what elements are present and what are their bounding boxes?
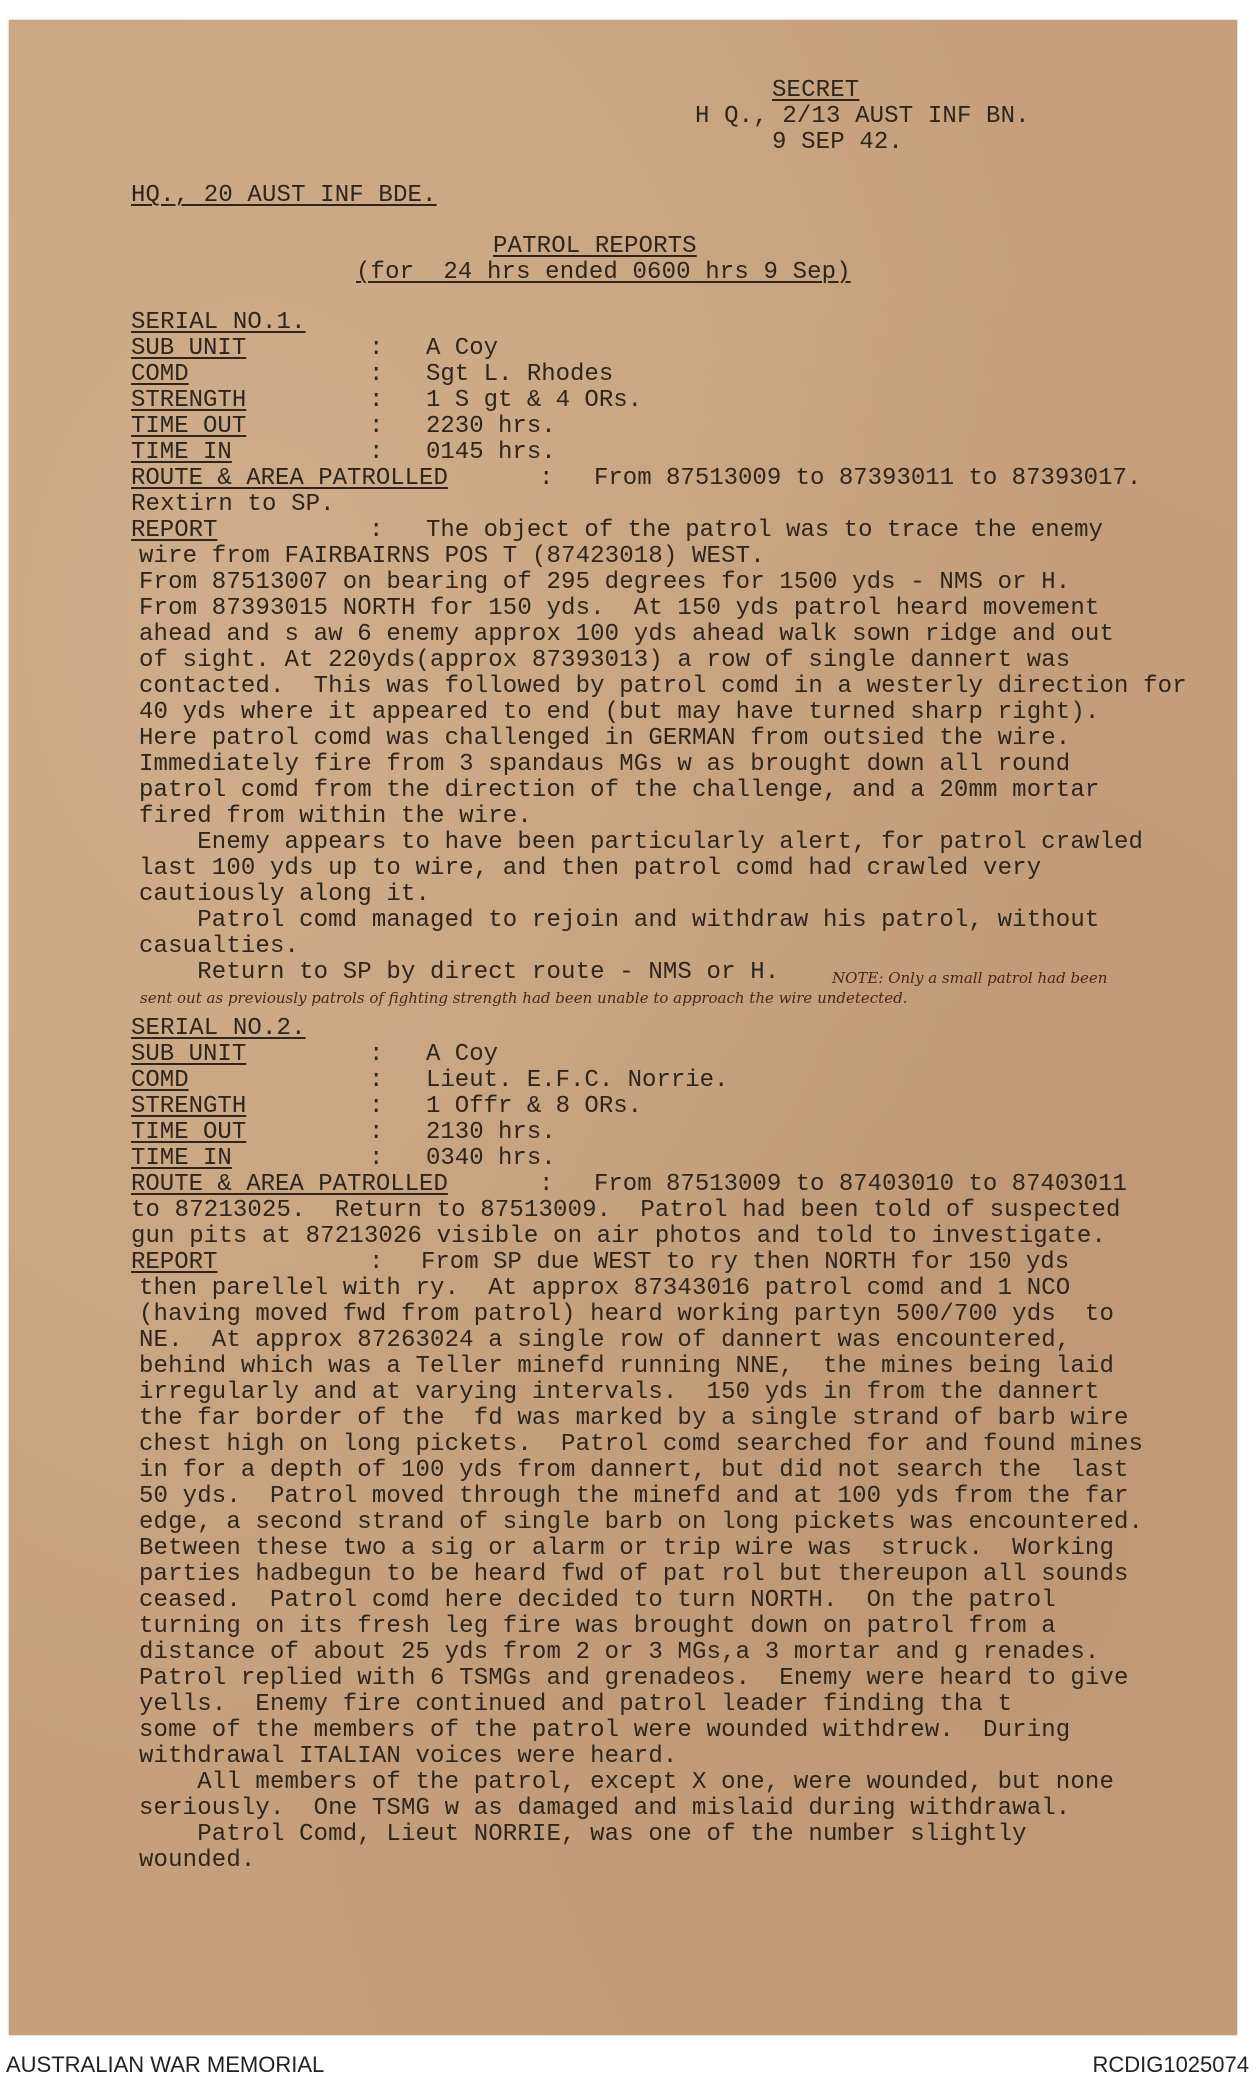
serial1-field-value: 2230 hrs. <box>426 413 556 440</box>
report-line: chest high on long pickets. Patrol comd searched for and found mines <box>139 1431 1144 1458</box>
report-line: casualties. <box>139 933 300 960</box>
serial1-field-label: SUB UNIT <box>131 335 247 362</box>
report-line: contacted. This was followed by patrol comd in a westerly direction for <box>139 673 1187 700</box>
report-line: the far border of the fd was marked by a single strand of barb wire <box>139 1405 1129 1432</box>
field-colon: : <box>369 413 384 440</box>
serial1-field-value: A Coy <box>426 335 499 362</box>
report-line: All members of the patrol, except X one, were wounded, but none <box>139 1769 1115 1796</box>
recipient-hq: HQ., 20 AUST INF BDE. <box>131 182 437 209</box>
document-subtitle: (for 24 hrs ended 0600 hrs 9 Sep) <box>356 259 851 286</box>
serial1-field-label: STRENGTH <box>131 387 247 414</box>
handwritten-note-part1: NOTE: Only a small patrol had been <box>832 969 1108 987</box>
serial2-report-body <box>139 1276 1219 1874</box>
report-line: last 100 yds up to wire, and then patrol comd had crawled very <box>139 855 1042 882</box>
serial2-route-value: From 87513009 to 87403010 to 87403011 <box>594 1171 1127 1198</box>
serial1-field-label: TIME IN <box>131 439 232 466</box>
field-colon: : <box>539 1171 554 1198</box>
report-line: NE. At approx 87263024 a single row of dannert was encountered, <box>139 1327 1071 1354</box>
field-colon: : <box>369 361 384 388</box>
archive-id: RCDIG1025074 <box>1092 2052 1249 2077</box>
report-line: behind which was a Teller minefd running NNE, the mines being laid <box>139 1353 1115 1380</box>
serial2-field-label: TIME IN <box>131 1145 232 1172</box>
report-line: wounded. <box>139 1847 256 1874</box>
archive-credit: AUSTRALIAN WAR MEMORIAL <box>6 2052 325 2077</box>
report-line: some of the members of the patrol were wounded withdrew. During <box>139 1717 1071 1744</box>
field-colon: : <box>369 1041 384 1068</box>
serial2-field-label: COMD <box>131 1067 189 1094</box>
document-title: PATROL REPORTS <box>493 233 697 260</box>
serial1-route-value: From 87513009 to 87393011 to 87393017. <box>594 465 1142 492</box>
field-colon: : <box>369 517 384 544</box>
report-line: From 87513007 on bearing of 295 degrees for 1500 yds - NMS or H. <box>139 569 1071 596</box>
report-line: irregularly and at varying intervals. 150 yds in from the dannert <box>139 1379 1100 1406</box>
serial1-field-value: Sgt L. Rhodes <box>426 361 614 388</box>
handwritten-note-part2: sent out as previously patrols of fighting strength had been unable to approach the wire undetected. <box>140 989 908 1007</box>
report-line: Enemy appears to have been particularly alert, for patrol crawled <box>139 829 1144 856</box>
report-line: Patrol Comd, Lieut NORRIE, was one of the number slightly <box>139 1821 1027 1848</box>
field-colon: : <box>369 335 384 362</box>
serial2-route-label: ROUTE & AREA PATROLLED <box>131 1171 448 1198</box>
field-colon: : <box>369 439 384 466</box>
serial1-report-label: REPORT <box>131 517 218 544</box>
report-line: cautiously along it. <box>139 881 431 908</box>
field-colon: : <box>539 465 554 492</box>
sender-hq: H Q., 2/13 AUST INF BN. <box>695 103 1030 130</box>
secret-marking: SECRET <box>772 77 860 104</box>
serial2-heading: SERIAL NO.2. <box>131 1015 306 1042</box>
report-line: From 87393015 NORTH for 150 yds. At 150 yds patrol heard movement <box>139 595 1100 622</box>
report-line: Patrol comd managed to rejoin and withdraw his patrol, without <box>139 907 1100 934</box>
serial1-field-value: 1 S gt & 4 ORs. <box>426 387 643 414</box>
serial2-field-label: SUB UNIT <box>131 1041 247 1068</box>
report-line: Immediately fire from 3 spandaus MGs w as brought down all round <box>139 751 1071 778</box>
report-line: withdrawal ITALIAN voices were heard. <box>139 1743 678 1770</box>
report-line: edge, a second strand of single barb on long pickets was encountered. <box>139 1509 1144 1536</box>
field-colon: : <box>369 1145 384 1172</box>
serial2-report-line: From SP due WEST to ry then NORTH for 150 yds <box>421 1249 1070 1276</box>
serial2-report-label: REPORT <box>131 1249 218 1276</box>
serial2-field-value: 1 Offr & 8 ORs. <box>426 1093 643 1120</box>
report-line: patrol comd from the direction of the challenge, and a 20mm mortar <box>139 777 1100 804</box>
report-line: ahead and s aw 6 enemy approx 100 yds ahead walk sown ridge and out <box>139 621 1115 648</box>
serial1-field-label: COMD <box>131 361 189 388</box>
report-line: wire from FAIRBAIRNS POS T (87423018) WEST. <box>139 543 765 570</box>
serial2-field-value: 2130 hrs. <box>426 1119 556 1146</box>
report-line: distance of about 25 yds from 2 or 3 MGs,a 3 mortar and g renades. <box>139 1639 1100 1666</box>
serial1-route-label: ROUTE & AREA PATROLLED <box>131 465 448 492</box>
serial2-field-value: 0340 hrs. <box>426 1145 556 1172</box>
report-line: turning on its fresh leg fire was brought down on patrol from a <box>139 1613 1056 1640</box>
report-line: then parellel with ry. At approx 87343016 patrol comd and 1 NCO <box>139 1275 1071 1302</box>
report-line: (having moved fwd from patrol) heard working partyn 500/700 yds to <box>139 1301 1115 1328</box>
report-line: 50 yds. Patrol moved through the minefd and at 100 yds from the far <box>139 1483 1129 1510</box>
serial2-field-value: A Coy <box>426 1041 499 1068</box>
serial2-field-label: STRENGTH <box>131 1093 247 1120</box>
report-line: ceased. Patrol comd here decided to turn NORTH. On the patrol <box>139 1587 1056 1614</box>
document-date: 9 SEP 42. <box>772 129 903 156</box>
serial1-report-line: The object of the patrol was to trace the enemy <box>426 517 1103 544</box>
report-line: Here patrol comd was challenged in GERMAN from outsied the wire. <box>139 725 1071 752</box>
report-line: in for a depth of 100 yds from dannert, but did not search the last <box>139 1457 1129 1484</box>
report-line: seriously. One TSMG w as damaged and mislaid during withdrawal. <box>139 1795 1071 1822</box>
serial1-heading: SERIAL NO.1. <box>131 309 306 336</box>
field-colon: : <box>369 1119 384 1146</box>
document-page <box>9 20 1237 2035</box>
serial1-field-label: TIME OUT <box>131 413 247 440</box>
report-line: Between these two a sig or alarm or trip wire was struck. Working <box>139 1535 1115 1562</box>
field-colon: : <box>369 387 384 414</box>
field-colon: : <box>369 1249 384 1276</box>
serial1-route-continuation: Rextirn to SP. <box>131 491 335 518</box>
report-line: yells. Enemy fire continued and patrol leader finding tha t <box>139 1691 1013 1718</box>
field-colon: : <box>369 1093 384 1120</box>
serial1-report-body <box>139 544 1219 986</box>
report-line: 40 yds where it appeared to end (but may have turned sharp right). <box>139 699 1100 726</box>
report-line: Patrol replied with 6 TSMGs and grenadeos. Enemy were heard to give <box>139 1665 1129 1692</box>
report-line: parties hadbegun to be heard fwd of pat rol but thereupon all sounds <box>139 1561 1129 1588</box>
serial1-field-value: 0145 hrs. <box>426 439 556 466</box>
report-line: of sight. At 220yds(approx 87393013) a row of single dannert was <box>139 647 1071 674</box>
field-colon: : <box>369 1067 384 1094</box>
serial2-route-continuation: to 87213025. Return to 87513009. Patrol had been told of suspected <box>131 1197 1121 1224</box>
serial2-field-label: TIME OUT <box>131 1119 247 1146</box>
report-line: Return to SP by direct route - NMS or H. <box>139 959 780 986</box>
report-line: fired from within the wire. <box>139 803 532 830</box>
serial2-field-value: Lieut. E.F.C. Norrie. <box>426 1067 729 1094</box>
serial2-route-continuation: gun pits at 87213026 visible on air photos and told to investigate. <box>131 1223 1107 1250</box>
